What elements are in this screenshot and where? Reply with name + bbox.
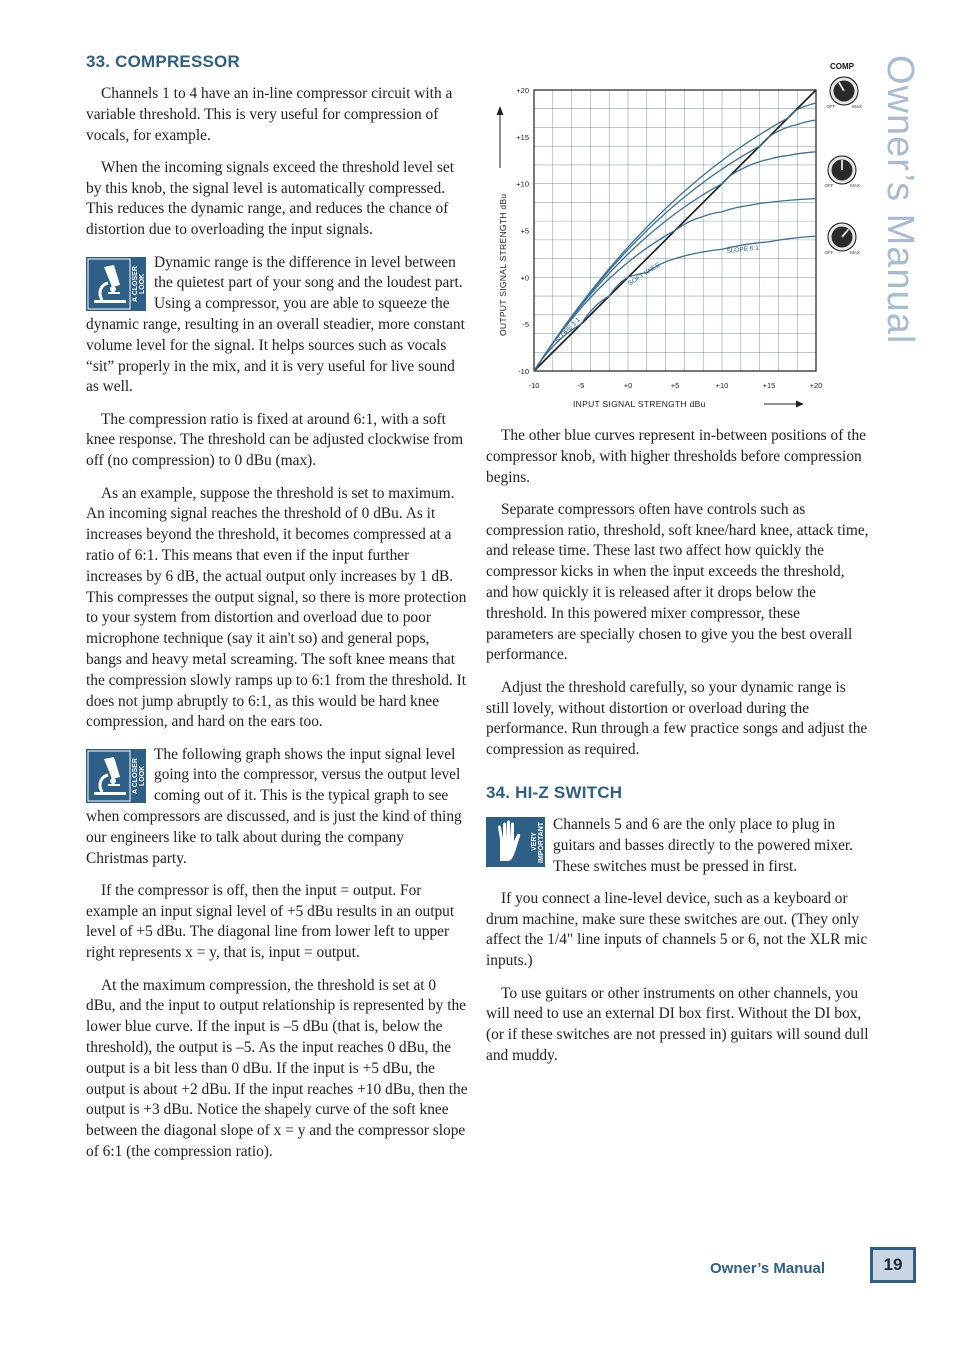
knob-title: COMP [830,62,854,71]
y-tick-label: +20 [516,86,529,95]
microscope-icon [86,749,132,803]
page-number: 19 [873,1250,913,1280]
very-important-icon: VERY IMPORTANT [486,817,545,867]
microscope-icon [86,257,132,311]
knob-max-label: MAX [850,183,860,188]
knob-max-label: MAX [850,250,860,255]
paragraph: Adjust the threshold carefully, so your dynamic range is still lovely, without distortion or overload during the performance. Run through a few practice songs and adjust the compression as required. [486,678,868,759]
y-tick-label: -5 [522,320,529,330]
paragraph: Channels 5 and 6 are the only place to plug in guitars and basses directly to the powered mixer. These switches must be pressed in first. [553,815,854,875]
paragraph: Separate compressors often have controls such as compression ratio, threshold, soft knee/hard knee, attack time, and release time. These last two affect how quickly the compressor kicks in when the input exceeds the threshold, and how quickly it is released after it drops below the threshold. In this powered mixer compressor, these parameters are specially chosen to give you the best overall performance. [486,500,869,664]
x-axis-arrow-head [796,401,804,408]
y-tick-label: -10 [518,367,529,376]
y-axis-label: OUTPUT SIGNAL STRENGTH dBu [498,193,508,336]
x-tick-label: +0 [623,381,633,390]
series-line [534,103,816,371]
section-33-title: 33. COMPRESSOR [86,52,240,71]
right-column [486,426,870,1078]
hand-icon [486,817,532,867]
paragraph: The compression ratio is fixed at around 6:1, with a soft knee response. The threshold can be adjusted clockwise from off (no compression) to 0 dBu (max). [86,410,464,470]
closer-look-icon: A CLOSER LOOK [86,257,146,311]
paragraph: The following graph shows the input signal level going into the compressor, versus the output level coming out of it. This is the typical graph to see when compressors are discussed, and is just the kind of thing our engineers like to talk about during the company Christmas party. [86,745,462,867]
x-tick-label: -10 [528,381,540,390]
section-34-title: 34. HI-Z SWITCH [486,782,623,802]
annotation-soft-knee: SOFT KNEE [627,261,662,288]
x-tick-label: +20 [809,381,823,390]
y-axis-arrow-head [497,106,504,115]
knob-min-label: OFF [826,104,836,109]
series-line [534,152,816,371]
annotation-slope-1-1: SLOPE 1:1 [553,316,582,345]
x-tick-label: +5 [670,381,680,390]
paragraph: To use guitars or other instruments on other channels, you will need to use an external DI box first. Without the DI box, (or if these switches are not pressed in) guitars will sound dull and muddy. [486,984,869,1064]
paragraph: If the compressor is off, then the input = output. For example an input signal level of +5 dBu results in an output level of +5 dBu. The diagonal line from lower left to upper right represents x = y, that is, input = output. [86,881,455,962]
paragraph: Dynamic range is the difference in level between the quietest part of your song and the loudest part. Using a compressor, you are able to squeeze the dynamic range, resulting in an overall steadier, more constant volume level for the signal. It helps sources such as vocals “sit” properly in the mix, and it is very useful for live sound as well. [86,253,465,396]
compressor-chart [486,58,870,414]
x-tick-label: +15 [762,381,776,390]
paragraph: When the incoming signals exceed the threshold level set by this knob, the signal level is automatically compressed. This reduces the dynamic range, and reduces the chance of distortion due to overloading the input signals. [86,158,455,239]
y-tick-label: +5 [520,226,529,236]
knob-min-label: OFF [824,183,834,188]
paragraph: Channels 1 to 4 have an in-line compressor circuit with a variable threshold. This is very useful for compression of vocals, for example. [86,85,453,144]
left-column [86,52,468,1174]
y-tick-label: +10 [516,179,529,189]
annotation-slope-6-1: SLOPE 6:1 [726,244,760,255]
paragraph: As an example, suppose the threshold is set to maximum. An incoming signal reaches the threshold of 0 dBu. As it increases beyond the threshold, it becomes compressed at a ratio of 6:1. This means that even if the input further increases by 6 dB, the actual output only increases by 1 dB. This compresses the output signal, so there is more protection to your system from distortion and overload due to poor microphone technique (say it ain't so) and general pops, bangs and heavy metal screaming. The soft knee means that the compression slowly ramps up to 6:1 from the threshold. It does not jump abruptly to 6:1, as this would be hard knee compression, and hard on the ears too. [86,484,467,731]
x-tick-label: +10 [715,381,729,390]
y-tick-label: +0 [520,273,529,283]
footer-title: Owner’s Manual [710,1260,826,1277]
compressor-chart-svg [486,58,870,414]
watermark-owners-manual: Owner’s Manual [879,55,921,345]
y-tick-label: +15 [516,132,529,142]
paragraph: At the maximum compression, the threshold is set at 0 dBu, and the input to output relationship is represented by the lower blue curve. If the input is –5 dBu (that is, below the threshold), the output is –5. As the input reaches 0 dBu, the output is a bit less than 0 dBu. If the input is +5 dBu, the output is about +2 dBu. If the input reaches +10 dBu, then the output is +3 dBu. Notice the shapely curve of the soft knee between the diagonal slope of x = y and the compressor slope of 6:1 (the compression ratio). [86,976,468,1160]
series-line [534,236,816,371]
x-tick-label: -5 [577,381,585,390]
series-line [534,199,816,371]
page-number-box [870,1247,916,1283]
knob-max-label: MAX [852,104,862,109]
x-axis-label: INPUT SIGNAL STRENGTH dBu [573,399,706,409]
paragraph: If you connect a line-level device, such as a keyboard or drum machine, make sure these switches are out. (They only affect the 1/4" line inputs of channels 5 or 6, not the XLR mic inputs.) [486,889,868,970]
closer-look-icon: A CLOSER LOOK [86,749,146,803]
knob-min-label: OFF [824,250,834,255]
paragraph: The other blue curves represent in-between positions of the compressor knob, with higher thresholds before compression begins. [486,427,866,486]
